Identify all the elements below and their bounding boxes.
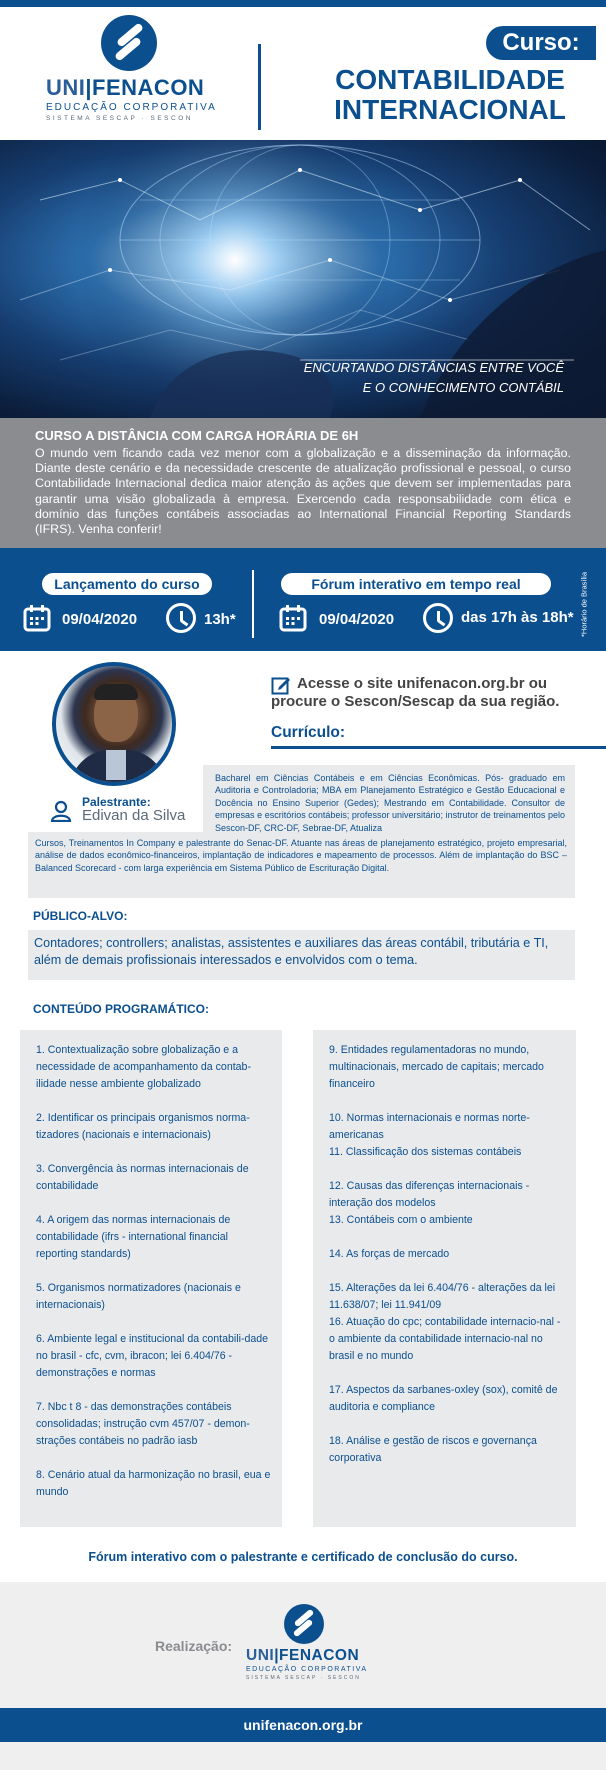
access-text: Acesse o site unifenacon.org.br ou procure o Sescon/Sescap da sua região. — [271, 675, 560, 710]
logo-mark-icon — [284, 1604, 324, 1644]
person-icon — [50, 800, 72, 822]
bottom-spacer — [0, 1742, 606, 1770]
program-item: 17. Aspectos da sarbanes-oxley (sox), comitê de auditoria e compliance — [329, 1384, 558, 1413]
forum-time: das 17h às 18h* — [461, 609, 574, 626]
program-item: 4. A origem das normas internacionais de contabilidade (ifrs - international financial reporting standards) — [36, 1214, 231, 1260]
curriculum-title: Currículo: — [271, 724, 346, 741]
program-item: 12. Causas das diferenças internacionais - interação dos modelos — [329, 1180, 530, 1209]
launch-time: 13h* — [204, 611, 236, 628]
unifenacon-logo — [46, 15, 216, 122]
clock-icon — [166, 603, 196, 633]
intro-section — [0, 418, 606, 548]
program-item: 1. Contextualização sobre globalização e a necessidade de acompanhamento da contab-ilidade nesse ambiente globalizado — [36, 1044, 251, 1090]
program-column-left — [20, 1030, 282, 1527]
header-divider — [258, 44, 261, 130]
course-title — [300, 65, 600, 125]
logo-subtitle-2: SISTEMA SESCAP · SESCON — [46, 115, 193, 122]
logo-subtitle: EDUCAÇÃO CORPORATIVA — [46, 102, 217, 113]
hero-image — [0, 140, 606, 418]
hero-caption-line1: ENCURTANDO DISTÂNCIAS ENTRE VOCÊ — [303, 360, 564, 375]
course-title-line1: CONTABILIDADE — [335, 64, 565, 95]
program-item: 6. Ambiente legal e institucional da contabili-dade no brasil - cfc, cvm, ibracon; lei 6.404/76 - demonstrações e normas — [36, 1333, 269, 1379]
course-title-line2: INTERNACIONAL — [334, 94, 566, 125]
program-item: 14. As forças de mercado — [329, 1248, 450, 1260]
website-link[interactable]: unifenacon.org.br — [0, 1708, 606, 1742]
launch-date: 09/04/2020 — [62, 611, 138, 628]
timezone-note: *Horário de Brasília — [579, 571, 589, 638]
curriculum-text-1: Bacharel em Ciências Contábeis e em Ciências Econômicas. Pós- graduado em Auditoria e Controladoria; MBA em Planejamento Estratégico e Gestão Educacional e Docência no Ensino Superior (Gedes); Mestrando em Contabilidade. Consultor de empresas e escritórios contábeis; professor universitário; instrutor de treinamentos pelo Sescon-DF, CRC-DF, Sebrae-DF, Atualiza — [215, 773, 565, 833]
program-item: 15. Alterações da lei 6.404/76 - alterações da lei 11.638/07; lei 11.941/09 — [329, 1282, 556, 1311]
hero-caption-line2: E O CONHECIMENTO CONTÁBIL — [362, 380, 564, 395]
program-item: 8. Cenário atual da harmonização no brasil, eua e mundo — [36, 1469, 271, 1498]
launch-label: Lançamento do curso — [42, 573, 212, 595]
speaker-name: Edivan da Silva — [82, 807, 186, 824]
footer-note: Fórum interativo com o palestrante e certificado de conclusão do curso. — [88, 1550, 518, 1564]
forum-label: Fórum interativo em tempo real — [281, 573, 551, 595]
realizacao-section — [0, 1582, 606, 1708]
program-item: 7. Nbc t 8 - das demonstrações contábeis consolidadas; instrução cvm 457/07 - demon-strações contábeis no padrão iasb — [36, 1401, 250, 1447]
logo-name: UNI|FENACON — [246, 1647, 360, 1664]
program-item: 2. Identificar os principais organismos norma-tizadores (nacionais e internacionais) — [36, 1112, 250, 1141]
header — [0, 7, 606, 140]
program-item: 18. Análise e gestão de riscos e governança corporativa — [329, 1435, 537, 1464]
program-item: 9. Entidades regulamentadoras no mundo, multinacionais, mercado de capitais; mercado financeiro — [329, 1044, 544, 1090]
speaker-label: Palestrante: — [82, 795, 151, 809]
logo-subtitle: EDUCAÇÃO CORPORATIVA — [246, 1666, 368, 1673]
logo-subtitle-2: SISTEMA SESCAP · SESCON — [246, 1675, 361, 1681]
hero-caption — [304, 358, 564, 398]
program-item: 13. Contábeis com o ambiente — [329, 1214, 473, 1226]
realizacao-label: Realização: — [155, 1638, 233, 1654]
logo-mark-icon — [101, 15, 157, 71]
top-bar — [0, 0, 606, 7]
program-item: 5. Organismos normatizadores (nacionais e internacionais) — [36, 1282, 241, 1311]
dates-section — [0, 548, 606, 651]
intro-text: O mundo vem ficando cada vez menor com a globalização e a disseminação da informação. Diante deste cenário e da necessidade crescente de atualização profissional e pessoal, o curso Contabilidade Internacional dedica maior atenção às ações que devem ser implementadas para garantir uma visão globalizada à empresa. Exercendo cada responsabilidade com ética e domínio das funções contábeis associadas ao International Financial Reporting Standards (IFRS). Venha conferir! — [35, 446, 571, 537]
program-column-right — [313, 1030, 576, 1527]
dates-divider — [252, 570, 254, 638]
calendar-icon — [23, 604, 51, 632]
unifenacon-logo — [246, 1604, 376, 1681]
clock-icon — [423, 603, 453, 633]
curso-pill: Curso: — [486, 26, 596, 60]
calendar-icon — [279, 604, 307, 632]
program-item: 16. Atuação do cpc; contabilidade internacio-nal - o ambiente da contabilidade internacio-nal no brasil e no mundo — [329, 1316, 561, 1362]
audience-text: Contadores; controllers; analistas, assistentes e auxiliares das áreas contábil, tributária e TI, além de demais profissionais interessados e envolvidos com o tema. — [28, 930, 575, 980]
program-title: CONTEÚDO PROGRAMÁTICO: — [33, 1002, 209, 1016]
forum-date: 09/04/2020 — [319, 611, 395, 628]
logo-name: UNI|FENACON — [46, 75, 205, 100]
audience-title: PÚBLICO-ALVO: — [33, 909, 128, 923]
intro-title: CURSO A DISTÂNCIA COM CARGA HORÁRIA DE 6H — [35, 428, 359, 443]
curriculum-underline — [271, 746, 606, 749]
speaker-photo — [52, 662, 176, 786]
curriculum-text-2: Cursos, Treinamentos In Company e palestrante do Senac-DF. Atuante nas áreas de planejamento estratégico, projeto empresarial, análise de dados econômico-financeiros, implantação de indicadores e mapeamento de processos. Além de implantação do BSC – Balanced Scorecard - com larga experiência em Sistema Público de Escrituração Digital. — [35, 838, 567, 873]
program-item: 11. Classificação dos sistemas contábeis — [329, 1146, 522, 1158]
program-item: 3. Convergência às normas internacionais de contabilidade — [36, 1163, 249, 1192]
program-item: 10. Normas internacionais e normas norte-americanas — [329, 1112, 530, 1141]
